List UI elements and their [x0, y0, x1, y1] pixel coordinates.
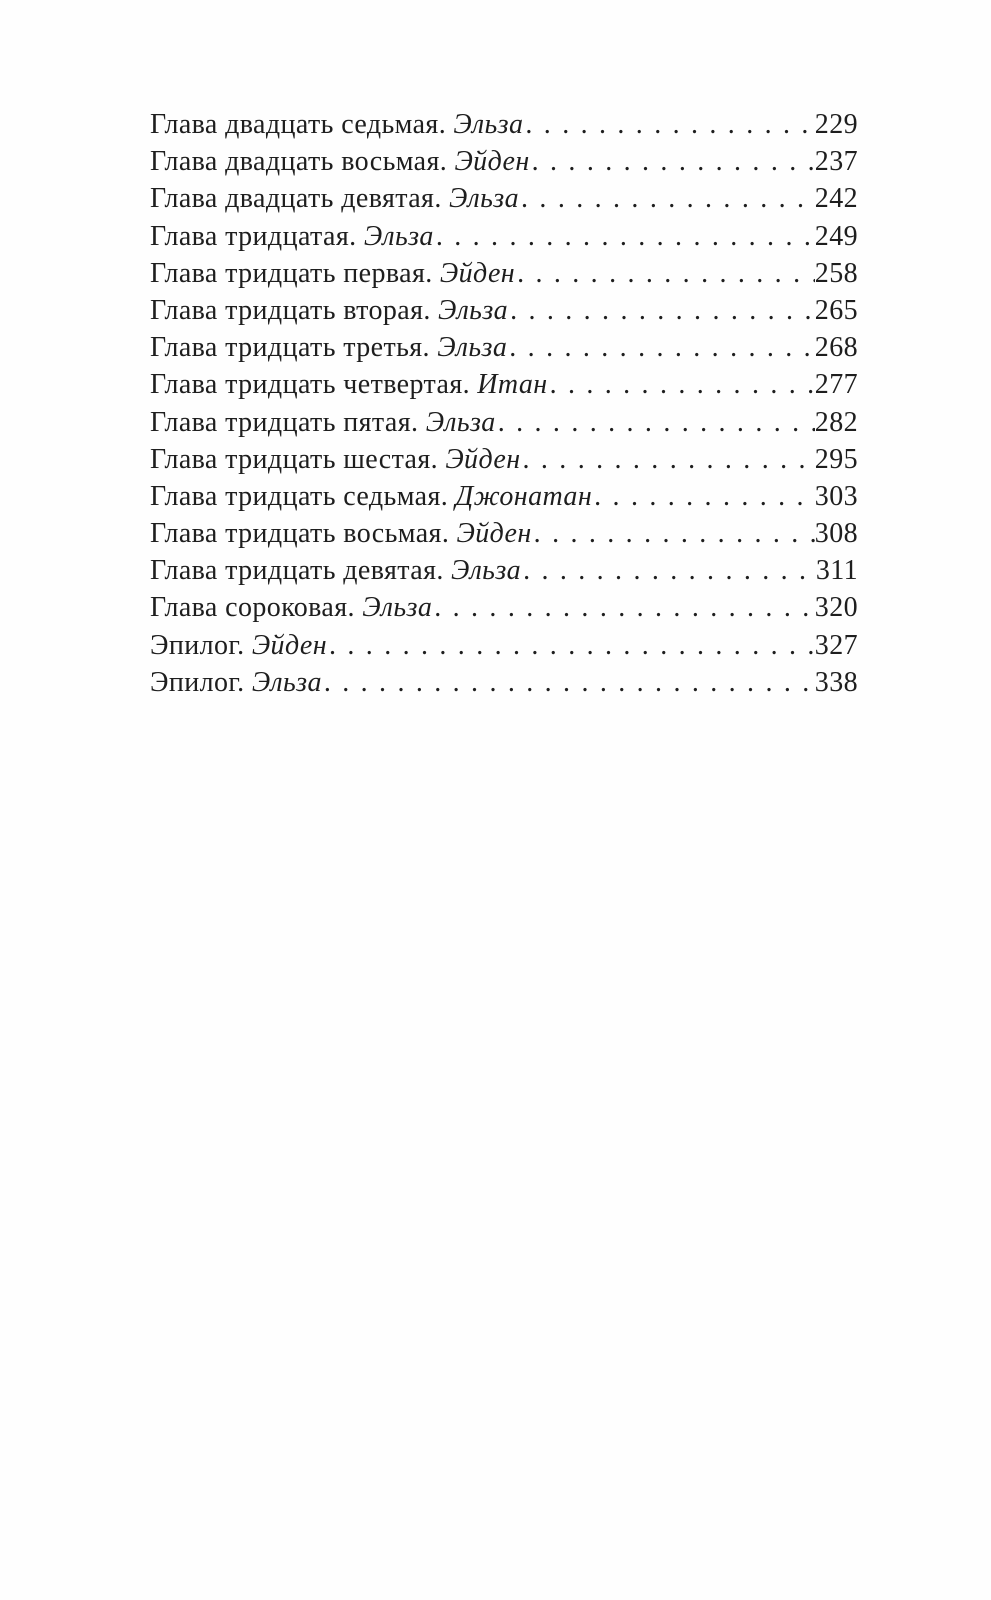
- toc-chapter-title: Глава тридцать шестая.: [150, 443, 439, 475]
- toc-character-name: Эльза: [362, 592, 433, 624]
- toc-page-number: 295: [814, 443, 858, 475]
- toc-chapter-title: Глава тридцать восьмая.: [150, 518, 450, 550]
- toc-page-number: 242: [814, 183, 858, 215]
- toc-chapter-title: Глава двадцать девятая.: [150, 183, 442, 215]
- toc-entry: [150, 255, 858, 292]
- toc-page-number: 338: [814, 666, 858, 698]
- dot-leader: [519, 180, 815, 217]
- dot-leader: [508, 292, 815, 329]
- toc-character-name: Эйден: [439, 257, 516, 289]
- toc-entry: [150, 552, 858, 589]
- toc-character-name: Эльза: [451, 555, 522, 587]
- toc-character-name: Эльза: [438, 294, 509, 326]
- toc-page-number: 311: [815, 555, 858, 587]
- toc-entry: [150, 329, 858, 366]
- toc-chapter-title: Глава двадцать восьмая.: [150, 146, 448, 178]
- toc-character-name: Эльза: [437, 332, 508, 364]
- toc-character-name: Эльза: [251, 666, 322, 698]
- toc-page-number: 249: [814, 220, 858, 252]
- dot-leader: [521, 552, 816, 589]
- toc-chapter-title: Глава тридцать вторая.: [150, 294, 431, 326]
- dot-leader: [515, 255, 815, 292]
- toc-chapter-title: Эпилог.: [150, 629, 245, 661]
- dot-leader: [327, 627, 815, 664]
- dot-leader: [592, 478, 815, 515]
- toc-page-number: 268: [814, 332, 858, 364]
- dot-leader: [523, 106, 814, 143]
- toc-chapter-title: Глава сороковая.: [150, 592, 355, 624]
- toc-list: [150, 106, 858, 701]
- toc-chapter-title: Глава тридцать первая.: [150, 257, 433, 289]
- toc-character-name: Эйден: [251, 629, 327, 661]
- toc-page-number: 237: [814, 146, 858, 178]
- dot-leader: [530, 143, 815, 180]
- toc-entry: [150, 627, 858, 664]
- toc-page-number: 277: [814, 369, 858, 401]
- toc-page-number: 327: [814, 629, 858, 661]
- toc-chapter-title: Глава тридцать четвертая.: [150, 369, 471, 401]
- toc-chapter-title: Глава тридцать пятая.: [150, 406, 419, 438]
- toc-character-name: Итан: [477, 369, 548, 401]
- toc-entry: [150, 478, 858, 515]
- dot-leader: [496, 404, 815, 441]
- toc-page-number: 229: [814, 109, 858, 140]
- toc-chapter-title: Глава тридцать седьмая.: [150, 480, 449, 512]
- toc-character-name: Эльза: [453, 109, 524, 140]
- toc-character-name: Эйден: [445, 443, 521, 475]
- dot-leader: [521, 441, 815, 478]
- toc-page-number: 265: [814, 294, 858, 326]
- toc-entry: [150, 143, 858, 180]
- toc-entry: [150, 664, 858, 701]
- toc-page-number: 320: [814, 592, 858, 624]
- toc-entry: [150, 292, 858, 329]
- dot-leader: [507, 329, 815, 366]
- toc-chapter-title: Эпилог.: [150, 666, 245, 698]
- toc-chapter-title: Глава тридцатая.: [150, 220, 357, 252]
- dot-leader: [322, 664, 815, 701]
- toc-entry: [150, 180, 858, 217]
- toc-entry: [150, 515, 858, 552]
- dot-leader: [432, 589, 815, 626]
- toc-character-name: Эйден: [454, 146, 530, 178]
- toc-entry: [150, 441, 858, 478]
- toc-page-number: 282: [814, 406, 858, 438]
- toc-chapter-title: Глава тридцать девятая.: [150, 555, 444, 587]
- toc-chapter-title: Глава тридцать третья.: [150, 332, 430, 364]
- toc-entry: [150, 106, 858, 143]
- dot-leader: [532, 515, 815, 552]
- toc-entry: [150, 218, 858, 255]
- toc-page-number: 308: [814, 518, 858, 550]
- toc-entry: [150, 404, 858, 441]
- dot-leader: [434, 218, 815, 255]
- toc-page-number: 258: [814, 257, 858, 289]
- toc-entry: [150, 589, 858, 626]
- toc-character-name: Джонатан: [455, 480, 593, 512]
- toc-page-number: 303: [814, 480, 858, 512]
- toc-chapter-title: Глава двадцать седьмая.: [150, 109, 447, 140]
- dot-leader: [548, 366, 815, 403]
- toc-character-name: Эльза: [363, 220, 434, 252]
- toc-character-name: Эйден: [456, 518, 532, 550]
- toc-character-name: Эльза: [448, 183, 520, 215]
- toc-character-name: Эльза: [425, 406, 496, 438]
- toc-entry: [150, 366, 858, 403]
